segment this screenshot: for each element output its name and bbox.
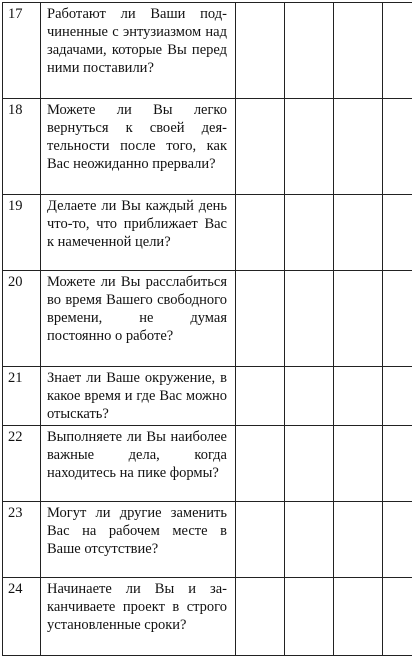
question-text: Делаете ли Вы каждый день что-то, что приближает Вас к намеченной цели? <box>41 195 236 271</box>
answer-cell[interactable] <box>285 195 334 271</box>
question-text: Можете ли Вы легко вернуться к своей деятельности после того, как Вас неожиданно прервали? <box>41 99 236 195</box>
question-row <box>3 99 412 195</box>
answer-cell[interactable] <box>236 271 285 367</box>
question-number: 20 <box>3 271 41 367</box>
question-number: 22 <box>3 426 41 502</box>
answer-cell[interactable] <box>383 426 412 502</box>
answer-cell[interactable] <box>236 502 285 578</box>
answer-cell[interactable] <box>383 3 412 99</box>
answer-cell[interactable] <box>236 195 285 271</box>
answer-cell[interactable] <box>334 195 383 271</box>
answer-cell[interactable] <box>236 367 285 426</box>
answer-cell[interactable] <box>285 271 334 367</box>
answer-cell[interactable] <box>383 367 412 426</box>
questionnaire-table <box>2 2 412 656</box>
questionnaire-body <box>3 3 412 656</box>
question-row <box>3 367 412 426</box>
answer-cell[interactable] <box>383 578 412 656</box>
answer-cell[interactable] <box>236 426 285 502</box>
answer-cell[interactable] <box>334 502 383 578</box>
question-number: 18 <box>3 99 41 195</box>
answer-cell[interactable] <box>334 426 383 502</box>
answer-cell[interactable] <box>334 271 383 367</box>
answer-cell[interactable] <box>383 195 412 271</box>
question-number: 23 <box>3 502 41 578</box>
answer-cell[interactable] <box>285 3 334 99</box>
answer-cell[interactable] <box>334 3 383 99</box>
question-number: 19 <box>3 195 41 271</box>
answer-cell[interactable] <box>383 99 412 195</box>
question-row <box>3 578 412 656</box>
question-text: Можете ли Вы расслабиться во время Вашего свободного времени, не думая постоянно о работе? <box>41 271 236 367</box>
question-text: Работают ли Ваши подчиненные с энтузиазмом над задачами, которые Вы перед ними поставили? <box>41 3 236 99</box>
answer-cell[interactable] <box>383 271 412 367</box>
answer-cell[interactable] <box>334 578 383 656</box>
question-text: Начинаете ли Вы и заканчиваете проект в строго установленные сроки? <box>41 578 236 656</box>
answer-cell[interactable] <box>236 99 285 195</box>
answer-cell[interactable] <box>236 3 285 99</box>
question-row <box>3 3 412 99</box>
question-row <box>3 271 412 367</box>
question-row <box>3 502 412 578</box>
question-row <box>3 195 412 271</box>
question-number: 24 <box>3 578 41 656</box>
answer-cell[interactable] <box>285 367 334 426</box>
question-number: 17 <box>3 3 41 99</box>
question-number: 21 <box>3 367 41 426</box>
answer-cell[interactable] <box>285 502 334 578</box>
answer-cell[interactable] <box>285 578 334 656</box>
answer-cell[interactable] <box>285 426 334 502</box>
answer-cell[interactable] <box>285 99 334 195</box>
question-text: Знает ли Ваше окружение, в какое время и где Вас можно отыскать? <box>41 367 236 426</box>
answer-cell[interactable] <box>334 99 383 195</box>
question-row <box>3 426 412 502</box>
question-text: Могут ли другие заменить Вас на рабочем месте в Ваше отсутствие? <box>41 502 236 578</box>
answer-cell[interactable] <box>334 367 383 426</box>
answer-cell[interactable] <box>383 502 412 578</box>
answer-cell[interactable] <box>236 578 285 656</box>
question-text: Выполняете ли Вы наиболее важные дела, когда находитесь на пике формы? <box>41 426 236 502</box>
